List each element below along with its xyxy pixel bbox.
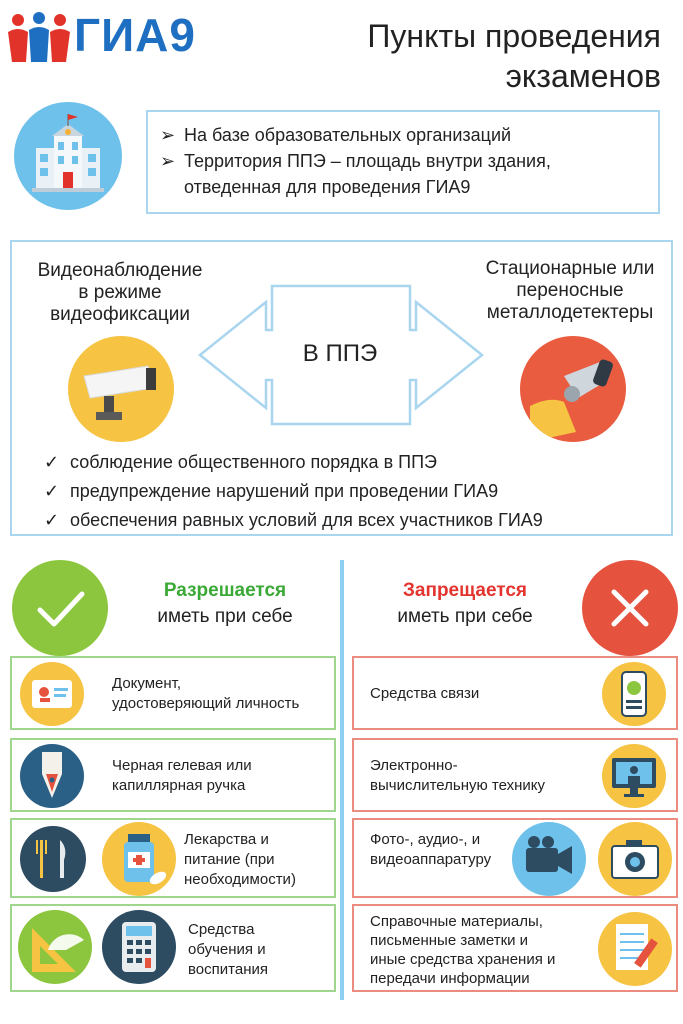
- checkmark-icon: ✓: [44, 510, 60, 530]
- allowed-item-pen: Черная гелевая или капиллярная ручка: [10, 738, 336, 812]
- ruler-protractor-icon: [18, 910, 92, 984]
- list-item: ✓ предупреждение нарушений при проведении ГИА9: [44, 477, 664, 506]
- forbidden-item-media-equipment: Фото-, аудио-, и видеоаппаратуру: [352, 818, 678, 898]
- logo-text: ГИА9: [74, 9, 196, 61]
- location-bullet-2-cont: отведенная для проведения ГИА9: [184, 177, 471, 197]
- cutlery-icon: [20, 826, 86, 892]
- arrow-bullet-icon: ➢: [160, 151, 176, 171]
- allowed-check-icon: [12, 560, 108, 656]
- smartphone-icon: [602, 662, 666, 726]
- calculator-icon: [102, 910, 176, 984]
- list-item: ✓ обеспечения равных условий для всех участников ГИА9: [44, 506, 664, 535]
- ppe-goals-list: [44, 448, 664, 535]
- title-line-2: экзаменов: [505, 58, 661, 94]
- id-card-icon: [20, 662, 84, 726]
- metal-detector-icon: [520, 336, 626, 442]
- pen-nib-icon: [20, 744, 84, 808]
- metal-detector-label: Стационарные или переносные металлодетектеры: [485, 258, 655, 323]
- cctv-camera-icon: [68, 336, 174, 442]
- title-line-1: Пункты проведения: [367, 18, 661, 54]
- forbidden-cross-icon: [582, 560, 678, 656]
- forbidden-item-communication: Средства связи: [352, 656, 678, 730]
- allowed-item-study-tools: Средства обучения и воспитания: [10, 904, 336, 992]
- allowed-item-medicine: Лекарства и питание (при необходимости): [10, 818, 336, 898]
- video-surveillance-label: Видеонаблюдение в режиме видеофиксации: [37, 260, 203, 325]
- ppe-center-label: В ППЭ: [302, 340, 378, 367]
- photo-camera-icon: [598, 822, 672, 896]
- forbidden-item-computers: Электронно- вычислительную технику: [352, 738, 678, 812]
- people-icon: [4, 12, 74, 64]
- notepad-pencil-icon: [598, 912, 672, 986]
- allowed-item-id-document: Документ, удостоверяющий личность: [10, 656, 336, 730]
- pill-bottle-icon: [102, 822, 176, 896]
- forbidden-title: Запрещается: [403, 580, 527, 601]
- checkmark-icon: ✓: [44, 481, 60, 501]
- video-camera-icon: [512, 822, 586, 896]
- monitor-icon: [602, 744, 666, 808]
- location-bullet-1: ➢ На базе образовательных организаций: [160, 122, 646, 148]
- location-info-box: [146, 110, 660, 214]
- location-bullet-2: ➢ Территория ППЭ – площадь внутри здания,: [160, 148, 646, 174]
- column-divider: [340, 560, 344, 1000]
- checkmark-icon: ✓: [44, 452, 60, 472]
- allowed-title: Разрешается: [163, 580, 287, 601]
- forbidden-subtitle: иметь при себе: [397, 606, 533, 627]
- list-item: ✓ соблюдение общественного порядка в ППЭ: [44, 448, 664, 477]
- page-title: [301, 16, 661, 96]
- forbidden-item-reference-materials: Справочные материалы, письменные заметки и иные средства хранения и передачи информации: [352, 904, 678, 992]
- gia9-logo: [4, 6, 214, 66]
- allowed-subtitle: иметь при себе: [157, 606, 293, 627]
- school-building-icon: [14, 102, 122, 210]
- arrow-bullet-icon: ➢: [160, 125, 176, 145]
